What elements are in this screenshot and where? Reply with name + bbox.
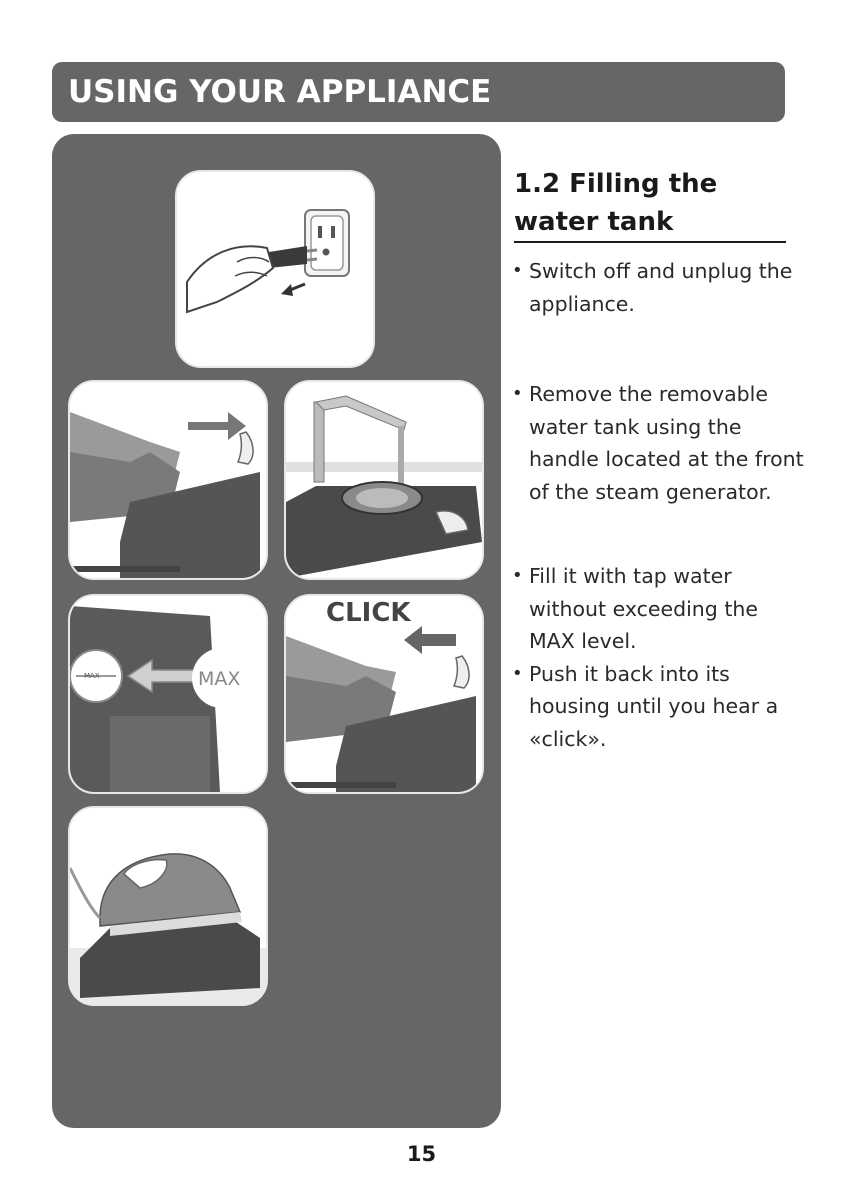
bullet-icon: •: [512, 662, 523, 684]
max-gauge-label: MAX: [84, 672, 100, 680]
press-tank-drawing: [70, 382, 266, 578]
fill-max-drawing: [70, 596, 266, 792]
click-label: CLICK: [326, 598, 411, 628]
illustration-unplug: [175, 170, 375, 368]
illustration-iron: [68, 806, 268, 1006]
bullet-icon: •: [512, 383, 523, 404]
instruction-step: [510, 378, 810, 508]
header-bar: [52, 62, 785, 122]
step-text: Remove the removable water tank using the handle located at the front of the steam generator.: [529, 382, 804, 504]
instruction-step: [510, 658, 810, 756]
step-text: Push it back into its housing until you hear a «click».: [529, 661, 779, 751]
illustration-click: [284, 594, 484, 794]
unplug-drawing: [177, 172, 373, 366]
page-number: 15: [406, 1142, 437, 1166]
section-title: 1.2 Filling the water tank: [514, 165, 786, 243]
illustration-tap: [284, 380, 484, 580]
illustration-press-tank: [68, 380, 268, 580]
instruction-step: [510, 560, 810, 658]
instruction-list: [510, 255, 810, 755]
tap-drawing: [286, 382, 482, 578]
step-text: Fill it with tap water without exceeding the MAX level.: [529, 564, 758, 653]
instruction-step: [510, 255, 810, 320]
page-header-title: USING YOUR APPLIANCE: [68, 74, 492, 110]
bullet-icon: •: [512, 260, 523, 281]
max-level-label: MAX: [198, 668, 241, 690]
bullet-icon: •: [512, 565, 523, 586]
iron-drawing: [70, 808, 266, 1004]
illustration-fill-max: [68, 594, 268, 794]
step-text: Switch off and unplug the appliance.: [529, 259, 793, 316]
